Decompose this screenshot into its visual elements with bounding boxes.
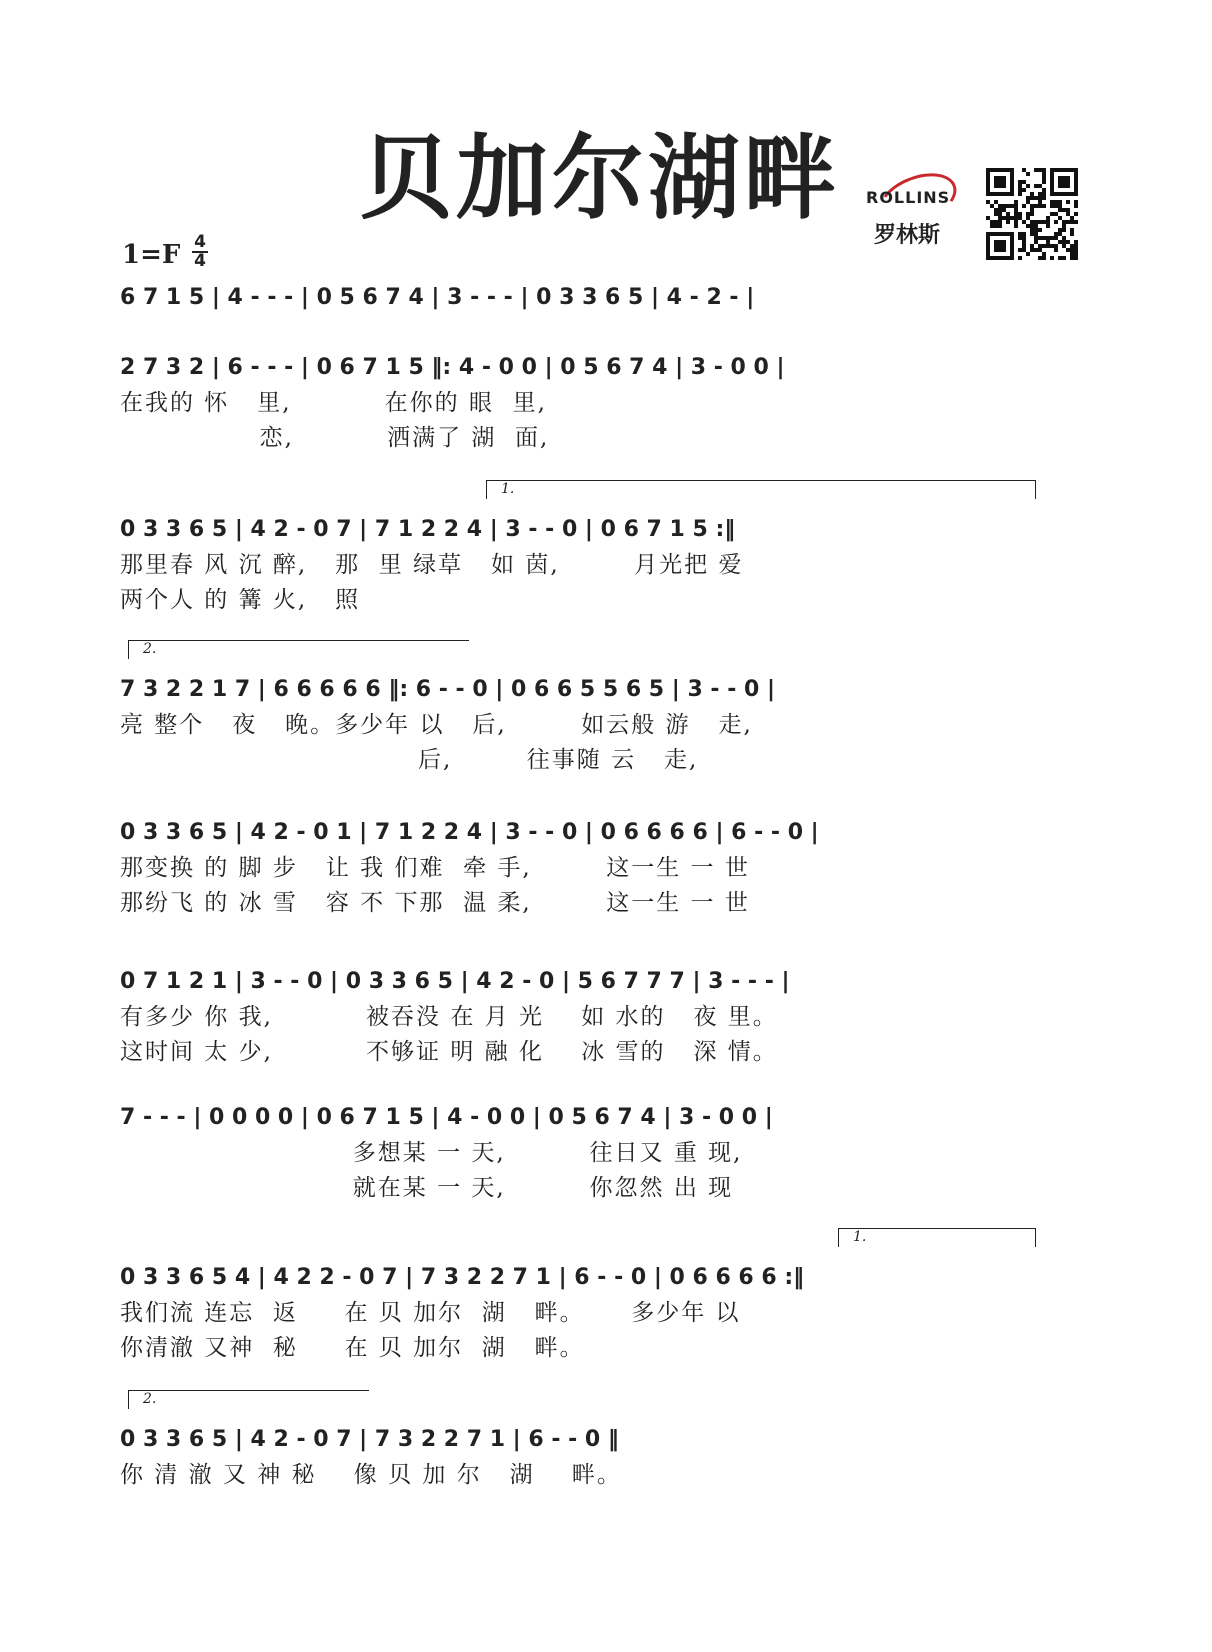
score-row	[120, 813, 1080, 853]
score-row	[120, 348, 1080, 388]
score-row	[120, 278, 1080, 318]
lyric-line: 有多少 你 我, 被吞没 在 月 光 如 水的 夜 里。	[120, 1004, 778, 1030]
qr-code-icon	[986, 168, 1078, 260]
score-row	[120, 670, 1080, 710]
notation-line: 0 3 3 6 5 | 4 2 - 0 1 | 7 1 2 2 4 | 3 - - 0 | 0 6 6 6 6 | 6 - - 0 |	[120, 820, 819, 845]
time-signature-bottom: 4	[194, 251, 206, 271]
lyric-line: 亮 整个 夜 晚。多少年 以 后, 如云般 游 走,	[120, 712, 753, 738]
volta-label: 1.	[501, 481, 515, 497]
lyric-line: 两个人 的 篝 火, 照	[120, 587, 361, 613]
notation-line: 0 3 3 6 5 | 4 2 - 0 7 | 7 3 2 2 7 1 | 6 - - 0 ‖	[120, 1427, 619, 1452]
lyric-line: 那纷飞 的 冰 雪 容 不 下那 温 柔, 这一生 一 世	[120, 890, 750, 916]
volta-bracket	[128, 640, 469, 659]
notation-line: 0 3 3 6 5 4 | 4 2 2 - 0 7 | 7 3 2 2 7 1 | 6 - - 0 | 0 6 6 6 6 :‖	[120, 1265, 805, 1290]
lyric-line: 你 清 澈 又 神 秘 像 贝 加 尔 湖 畔。	[120, 1462, 622, 1488]
score-row	[120, 962, 1080, 1002]
notation-line: 7 - - - | 0 0 0 0 | 0 6 7 1 5 | 4 - 0 0 | 0 5 6 7 4 | 3 - 0 0 |	[120, 1105, 773, 1130]
logo-brand: ROLLINS	[866, 188, 951, 207]
key-signature: 1=F	[122, 240, 181, 270]
score-row	[120, 1258, 1080, 1298]
time-signature	[192, 234, 208, 270]
volta-label: 2.	[143, 1391, 157, 1407]
notation-line: 7 3 2 2 1 7 | 6 6 6 6 6 ‖: 6 - - 0 | 0 6 6 5 5 6 5 | 3 - - 0 |	[120, 677, 776, 702]
notation-line: 2 7 3 2 | 6 - - - | 0 6 7 1 5 ‖: 4 - 0 0 | 0 5 6 7 4 | 3 - 0 0 |	[120, 355, 785, 380]
volta-bracket	[838, 1228, 1036, 1247]
lyric-line: 后, 往事随 云 走,	[120, 747, 699, 773]
score-row	[120, 1098, 1080, 1138]
volta-label: 1.	[853, 1229, 867, 1245]
lyric-line: 那里春 风 沉 醉, 那 里 绿草 如 茵, 月光把 爱	[120, 552, 744, 578]
notation-line: 0 3 3 6 5 | 4 2 - 0 7 | 7 1 2 2 4 | 3 - - 0 | 0 6 7 1 5 :‖	[120, 517, 736, 542]
lyric-line: 这时间 太 少, 不够证 明 融 化 冰 雪的 深 情。	[120, 1039, 778, 1065]
notation-line: 6 7 1 5 | 4 - - - | 0 5 6 7 4 | 3 - - - | 0 3 3 6 5 | 4 - 2 - |	[120, 285, 755, 310]
lyric-line: 多想某 一 天, 往日又 重 现,	[120, 1140, 743, 1166]
song-title: 贝加尔湖畔	[360, 125, 841, 232]
notation-line: 0 7 1 2 1 | 3 - - 0 | 0 3 3 6 5 | 4 2 - 0 | 5 6 7 7 7 | 3 - - - |	[120, 969, 790, 994]
volta-bracket	[128, 1390, 369, 1409]
time-signature-top: 4	[194, 232, 206, 252]
lyric-line: 就在某 一 天, 你忽然 出 现	[120, 1175, 734, 1201]
volta-bracket	[486, 480, 1036, 499]
score-row	[120, 1420, 1080, 1460]
lyric-line: 你清澈 又神 秘 在 贝 加尔 湖 畔。	[120, 1335, 585, 1361]
lyric-line: 我们流 连忘 返 在 贝 加尔 湖 畔。 多少年 以	[120, 1300, 741, 1326]
volta-label: 2.	[143, 641, 157, 657]
score-row	[120, 510, 1080, 550]
lyric-line: 恋, 洒满了 湖 面,	[120, 425, 550, 451]
lyric-line: 那变换 的 脚 步 让 我 们难 牵 手, 这一生 一 世	[120, 855, 750, 881]
lyric-line: 在我的 怀 里, 在你的 眼 里,	[120, 390, 547, 416]
logo-name: 罗林斯	[874, 222, 941, 248]
